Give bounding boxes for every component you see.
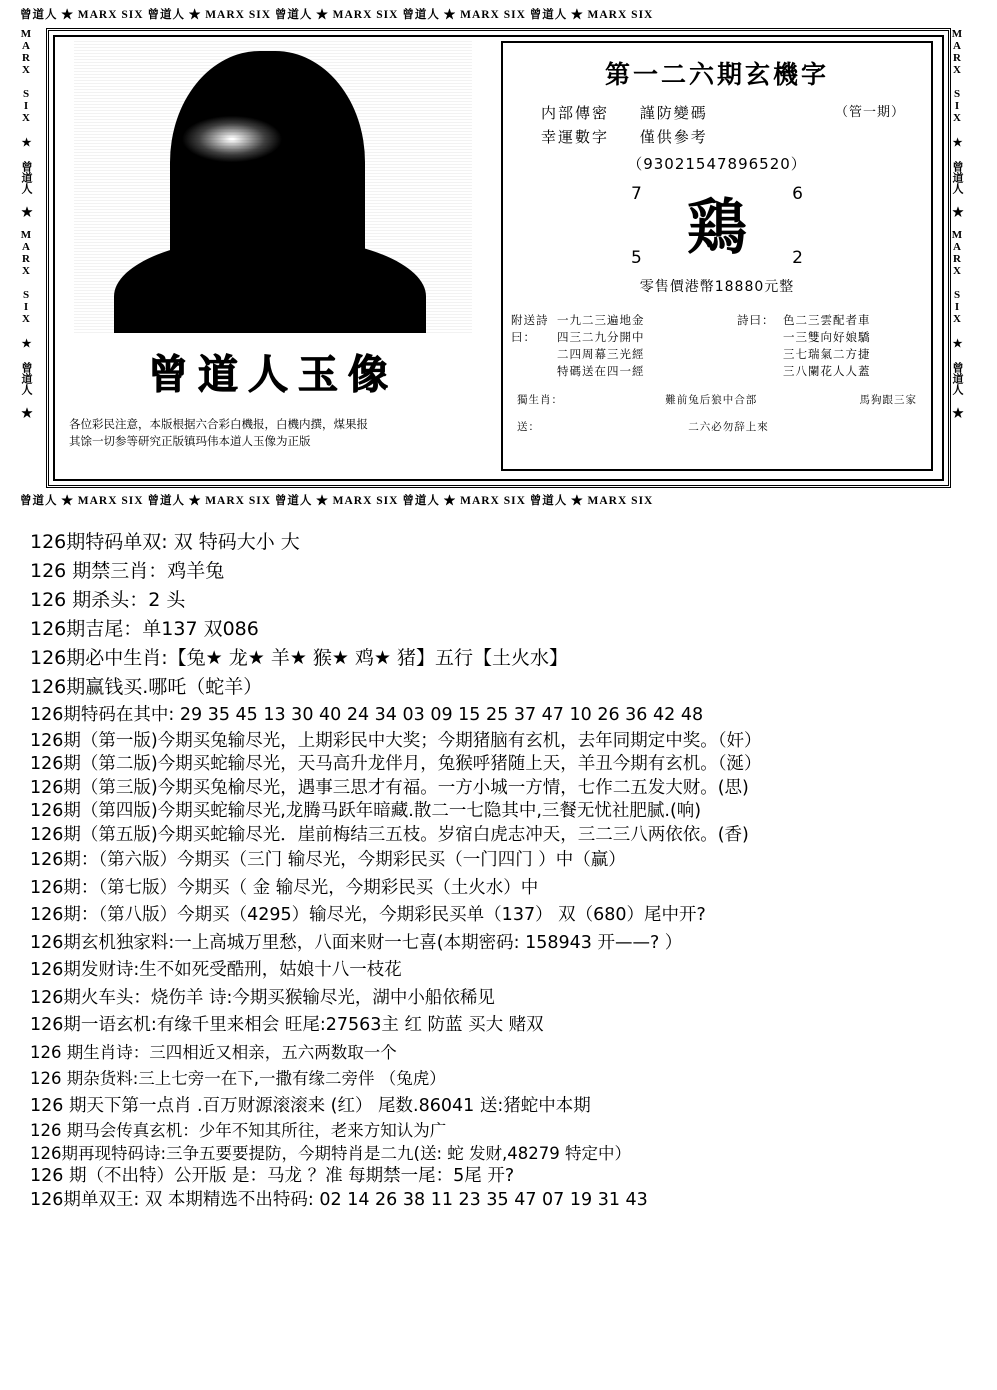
footer-send-label: 送： bbox=[517, 421, 540, 433]
forecast-line: 126 期禁三肖：鸡羊兔 bbox=[30, 560, 225, 582]
forecast-line: 126期（第二版)今期买蛇输尽光，天马高升龙伴月，兔猴呼猪随上天，羊丑今期有玄机。（涎） bbox=[30, 754, 762, 774]
zodiac-block bbox=[511, 178, 923, 274]
poem-right-line-2: 一三雙向好娘驕 bbox=[783, 330, 871, 344]
forecast-line: 126期赢钱买.哪吒（蛇羊） bbox=[30, 676, 263, 698]
lucky-number-code: （93021547896520） bbox=[627, 155, 807, 173]
poem-left-label: 附送詩曰： bbox=[511, 313, 549, 344]
footer-center-text: 難前兔后狼中合部 bbox=[665, 394, 758, 406]
panel-row-1 bbox=[541, 101, 923, 125]
panel-row-1-label: 内部傳密 bbox=[541, 104, 610, 122]
poem-right-line-4: 三八闌花人人蓋 bbox=[783, 364, 871, 378]
forecast-line: 126期一语玄机:有缘千里来相会 旺尾:27563主 红 防蓝 买大 赌双 bbox=[30, 1015, 544, 1035]
forecast-line: 126期必中生肖:【兔★ 龙★ 羊★ 猴★ 鸡★ 猪】五行【土火水】 bbox=[30, 647, 569, 669]
forecast-line: 126期吉尾：单137 双086 bbox=[30, 618, 259, 640]
corner-number-bottom-right: 2 bbox=[792, 248, 803, 268]
marquee-right bbox=[951, 28, 977, 488]
lottery-poster bbox=[20, 2, 977, 514]
forecast-line: 126 期生肖诗：三四相近又相亲，五六两数取一个 bbox=[30, 1042, 397, 1062]
panel-rows bbox=[511, 101, 923, 149]
panel-footer-row-2 bbox=[511, 419, 923, 434]
poem-left bbox=[511, 312, 737, 380]
info-panel bbox=[501, 41, 933, 471]
poem-right-line-1: 色二三雲配者車 bbox=[783, 313, 871, 327]
forecast-line: 126期发财诗:生不如死受酷刑，姑娘十八一枝花 bbox=[30, 960, 402, 980]
poem-right-label: 詩曰： bbox=[737, 313, 775, 327]
poster-frame bbox=[46, 28, 951, 488]
footer-right-text: 馬狗跟三家 bbox=[859, 394, 917, 406]
poem-left-line-1: 一九二三遍地金 bbox=[557, 313, 645, 327]
marquee-right-text: MARX SIX ★ 曾道人 ★ MARX SIX ★ 曾道人 ★ bbox=[951, 28, 963, 418]
poem-right-rows bbox=[783, 312, 923, 380]
forecast-line: 126期玄机独家料:一上高城万里愁，八面来财一七喜(本期密码: 158943 开——? ） bbox=[30, 932, 683, 953]
retail-price: 零售價港幣18880元整 bbox=[639, 279, 795, 295]
poem-left-rows bbox=[557, 312, 737, 380]
marquee-left bbox=[20, 28, 46, 488]
forecast-line: 126期再现特码诗:三争五要要提防，今期特肖是二九(送: 蛇 发财,48279 特定中） bbox=[30, 1143, 632, 1163]
portrait-shoulders bbox=[114, 237, 426, 333]
forecast-line: 126期（第四版)今期买蛇输尽光,龙腾马跃年暗藏.散二一七隐其中,三餐无忧社肥腻.(响) bbox=[30, 801, 702, 821]
forecast-line: 126 期天下第一点肖 .百万财源滚滚来 (红） 尾数.86041 送:猪蛇中本期 bbox=[30, 1095, 591, 1116]
forecast-line: 126期单双王: 双 本期精选不出特码: 02 14 26 38 11 23 35 47 07 19 31 43 bbox=[30, 1189, 648, 1210]
corner-number-bottom-left: 5 bbox=[631, 248, 642, 268]
poem-section bbox=[511, 312, 923, 380]
footer-send-value: 二六必勿辞上來 bbox=[688, 421, 769, 433]
portrait-note-line2: 其馀一切参等研究正版镇玛伟本道人玉像为正版 bbox=[69, 434, 311, 448]
portrait-note-line1: 各位彩民注意，本版根据六合彩白機报，白機内撰，煤果报 bbox=[69, 417, 368, 431]
portrait-note bbox=[63, 416, 483, 450]
forecast-line: 126期：（第七版）今期买（ 金 输尽光，今期彩民买（土火水）中 bbox=[30, 877, 539, 898]
forecast-line: 126 期马会传真玄机：少年不知其所往，老来方知认为广 bbox=[30, 1121, 447, 1140]
poem-left-line-3: 二四周幕三光經 bbox=[557, 347, 645, 361]
forecast-line: 126期：（第八版）今期买（4295）输尽光，今期彩民买单（137） 双（680）尾中开? bbox=[30, 905, 706, 925]
forecast-line: 126期（第五版)今期买蛇输尽光．崖前梅结三五枝。岁宿白虎志冲天，三二三八两依依。(香) bbox=[30, 824, 749, 845]
forecast-line: 126期火车头：烧伤羊 诗:今期买猴输尽光，湖中小船依稀见 bbox=[30, 987, 495, 1008]
marquee-top: 曾道人 ★ MARX SIX 曾道人 ★ MARX SIX 曾道人 ★ MARX SIX 曾道人 ★ MARX SIX 曾道人 ★ MARX SIX bbox=[20, 9, 654, 21]
panel-row-1-value: 謹防變碼 bbox=[639, 104, 708, 122]
marquee-left-text: MARX SIX ★ 曾道人 ★ MARX SIX ★ 曾道人 ★ bbox=[20, 28, 32, 418]
forecast-line: 126期：（第六版）今期买（三门 输尽光，今期彩民买（一门四门 ）中（赢） bbox=[30, 850, 626, 870]
forecast-line: 126期（第一版)今期买兔输尽光，上期彩民中大奖；今期猪脑有玄机，去年同期定中奖。（奸） bbox=[30, 730, 762, 751]
panel-footer-row-1 bbox=[511, 392, 923, 407]
forecast-line: 126 期杂货料:三上七旁一在下,一撒有缘二旁伴 （兔虎） bbox=[30, 1069, 446, 1088]
panel-title: 第一二六期玄機字 bbox=[604, 60, 829, 89]
forecast-line: 126 期（不出特）公开版 是：马龙 ？准 每期禁一尾：5尾 开? bbox=[30, 1166, 515, 1186]
zodiac-character: 鶏 bbox=[687, 193, 747, 263]
panel-row-2 bbox=[541, 125, 923, 149]
panel-row-2-value: 僅供參考 bbox=[639, 128, 708, 146]
forecast-line: 126 期杀头：2 头 bbox=[30, 589, 186, 611]
portrait-image bbox=[74, 41, 472, 333]
forecast-line: 126期特码单双: 双 特码大小 大 bbox=[30, 531, 300, 553]
poem-right bbox=[737, 312, 923, 380]
forecast-line: 126期特码在其中: 29 35 45 13 30 40 24 34 03 09 15 25 37 47 10 26 36 42 48 bbox=[30, 705, 704, 725]
panel-row-1-note: （管一期） bbox=[834, 105, 905, 120]
corner-number-top-left: 7 bbox=[631, 184, 642, 204]
portrait-title: 曾道人玉像 bbox=[148, 352, 398, 398]
poem-left-line-4: 特碼送在四一經 bbox=[557, 364, 645, 378]
marquee-bottom: 曾道人 ★ MARX SIX 曾道人 ★ MARX SIX 曾道人 ★ MARX SIX 曾道人 ★ MARX SIX 曾道人 ★ MARX SIX bbox=[20, 495, 654, 507]
forecast-line: 126期（第三版)今期买兔榆尽光，遇事三思才有福。一方小城一方情，七作二五发大财。(思) bbox=[30, 777, 749, 798]
poem-right-line-3: 三七瑞氣二方捷 bbox=[783, 347, 871, 361]
forecast-text-body bbox=[16, 528, 981, 1212]
poem-left-line-2: 四三二九分開中 bbox=[557, 330, 645, 344]
footer-zodiac-label: 獨生肖： bbox=[517, 394, 563, 406]
portrait-block bbox=[63, 41, 483, 471]
corner-number-top-right: 6 bbox=[792, 184, 803, 204]
panel-row-2-label: 幸運數字 bbox=[541, 128, 610, 146]
